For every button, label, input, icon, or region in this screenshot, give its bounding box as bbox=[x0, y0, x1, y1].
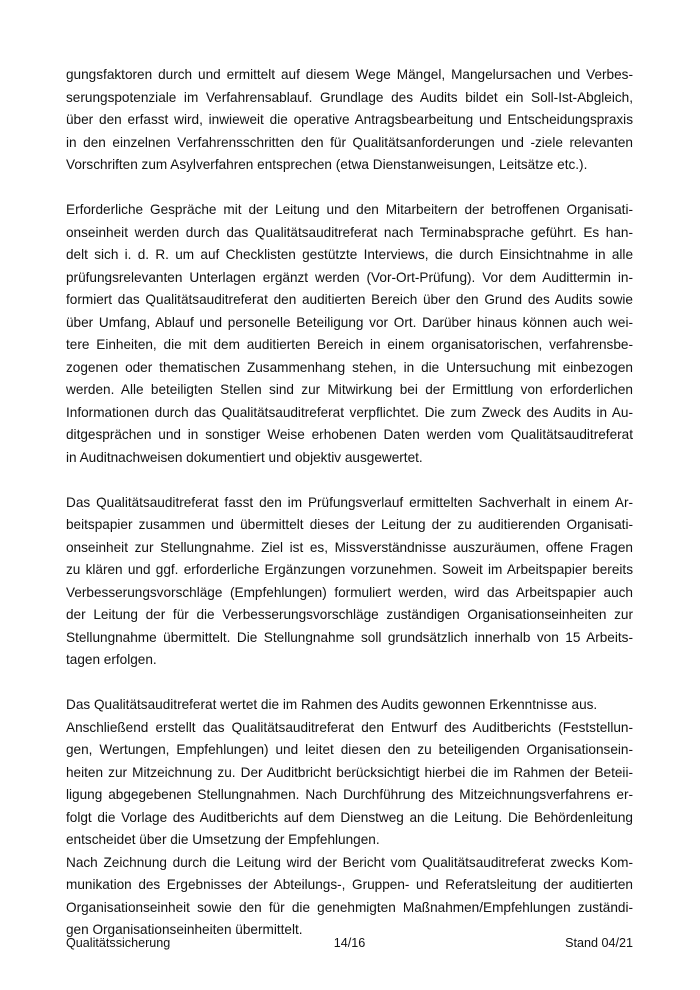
text-line: entscheidet über die Umsetzung der Empfehlungen. bbox=[66, 832, 380, 847]
footer-version: Stand 04/21 bbox=[565, 936, 633, 950]
paragraph-4 bbox=[66, 694, 633, 942]
body-text bbox=[66, 64, 633, 942]
text-line: zogenen oder thematischen Zusammenhang stehen, in die Untersuchung mit einbezogen bbox=[66, 359, 633, 375]
text-line: Das Qualitätsauditreferat wertet die im Rahmen des Audits gewonnen Erkenntnisse aus. bbox=[66, 697, 598, 712]
text-line: über den erfasst wird, inwieweit die operative Antragsbearbeitung und Entscheidungspraxis bbox=[66, 112, 633, 127]
footer-document-title: Qualitätssicherung bbox=[66, 936, 171, 950]
text-line: Anschließend erstellt das Qualitätsauditreferat den Entwurf des Auditberichts (Feststellun- bbox=[66, 719, 633, 735]
text-line: in den einzelnen Verfahrensschritten den für Qualitätsanforderungen und -ziele relevanten bbox=[66, 134, 633, 150]
text-line: tere Einheiten, die mit dem auditierten Bereich in einem organisatorischen, verfahrensbe- bbox=[66, 337, 633, 352]
text-line: prüfungsrelevanten Unterlagen ergänzt werden (Vor-Ort-Prüfung). Vor dem Audittermin in- bbox=[66, 269, 633, 285]
text-line: Informationen durch das Qualitätsauditreferat verpflichtet. Die zum Zweck des Audits in Au- bbox=[66, 404, 633, 420]
text-line: in Auditnachweisen dokumentiert und objektiv ausgewertet. bbox=[66, 449, 423, 465]
text-line: gen Organisationseinheiten übermittelt. bbox=[66, 922, 303, 937]
paragraph-2 bbox=[66, 199, 633, 469]
text-line: formiert das Qualitätsauditreferat den auditierten Bereich über den Grund des Audits sowie bbox=[66, 292, 633, 307]
text-line: gen, Wertungen, Empfehlungen) und leitet diesen den zu beteiligenden Organisationsein- bbox=[66, 742, 633, 757]
text-line: Stellungnahme übermittelt. Die Stellungnahme soll grundsätzlich innerhalb von 15 Arbeits- bbox=[66, 629, 633, 645]
text-line: munikation des Ergebnisses der Abteilungs-, Gruppen- und Referatsleitung der auditierten bbox=[66, 877, 633, 892]
text-line: zu klären und ggf. erforderliche Ergänzungen vorzunehmen. Soweit im Arbeitspapier bereits bbox=[66, 562, 633, 577]
text-line: folgt die Vorlage des Auditberichts auf dem Dienstweg an die Leitung. Die Behördenleitung bbox=[66, 809, 633, 825]
text-line: Organisationseinheit sowie den für die genehmigten Maßnahmen/Empfehlungen zuständi- bbox=[66, 899, 633, 915]
paragraph-3 bbox=[66, 492, 633, 672]
text-line: onseinheit werden durch das Qualitätsauditreferat nach Terminabsprache geführt. Es han- bbox=[66, 224, 633, 240]
text-line: Nach Zeichnung durch die Leitung wird der Bericht vom Qualitätsauditreferat zwecks Kom- bbox=[66, 854, 633, 870]
text-line: ditgesprächen und in sonstiger Weise erhobenen Daten werden vom Qualitätsauditreferat bbox=[66, 427, 633, 442]
text-line: beitspapier zusammen und übermittelt dieses der Leitung der zu auditierenden Organisati- bbox=[66, 517, 633, 532]
page-footer bbox=[66, 934, 633, 952]
text-line: heiten zur Mitzeichnung zu. Der Auditbricht berücksichtigt hierbei die im Rahmen der Beteii- bbox=[66, 764, 633, 780]
text-line: ligung abgegebenen Stellungnahmen. Nach Durchführung des Mitzeichnungsverfahrens er- bbox=[66, 787, 633, 802]
text-line: über Umfang, Ablauf und personelle Beteiligung vor Ort. Darüber hinaus können auch wei- bbox=[66, 314, 633, 330]
text-line: Verbesserungsvorschläge (Empfehlungen) formuliert werden, wird das Arbeitspapier auch bbox=[66, 584, 633, 600]
text-line: Erforderliche Gespräche mit der Leitung und den Mitarbeitern der betroffenen Organisati- bbox=[66, 202, 633, 217]
text-line: onseinheit zur Stellungnahme. Ziel ist es, Missverständnisse auszuräumen, offene Fragen bbox=[66, 539, 633, 555]
text-line: serungspotenziale im Verfahrensablauf. Grundlage des Audits bildet ein Soll-Ist-Abgleich, bbox=[66, 89, 633, 105]
paragraph-1 bbox=[66, 64, 633, 177]
text-line: werden. Alle beteiligten Stellen sind zur Mitwirkung bei der Ermittlung von erforderlichen bbox=[66, 382, 633, 397]
text-line: Vorschriften zum Asylverfahren entsprechen (etwa Dienstanweisungen, Leitsätze etc.). bbox=[66, 157, 588, 172]
text-line: gungsfaktoren durch und ermittelt auf diesem Wege Mängel, Mangelursachen und Verbes- bbox=[66, 67, 633, 82]
text-line: Das Qualitätsauditreferat fasst den im Prüfungsverlauf ermittelten Sachverhalt in einem Ar- bbox=[66, 494, 633, 510]
text-line: tagen erfolgen. bbox=[66, 652, 157, 667]
text-line: der Leitung der für die Verbesserungsvorschläge zuständigen Organisationseinheiten zur bbox=[66, 607, 633, 622]
text-line: delt sich i. d. R. um auf Checklisten gestützte Interviews, die durch Einsichtnahme in alle bbox=[66, 247, 633, 262]
footer-page-number: 14/16 bbox=[333, 936, 366, 950]
